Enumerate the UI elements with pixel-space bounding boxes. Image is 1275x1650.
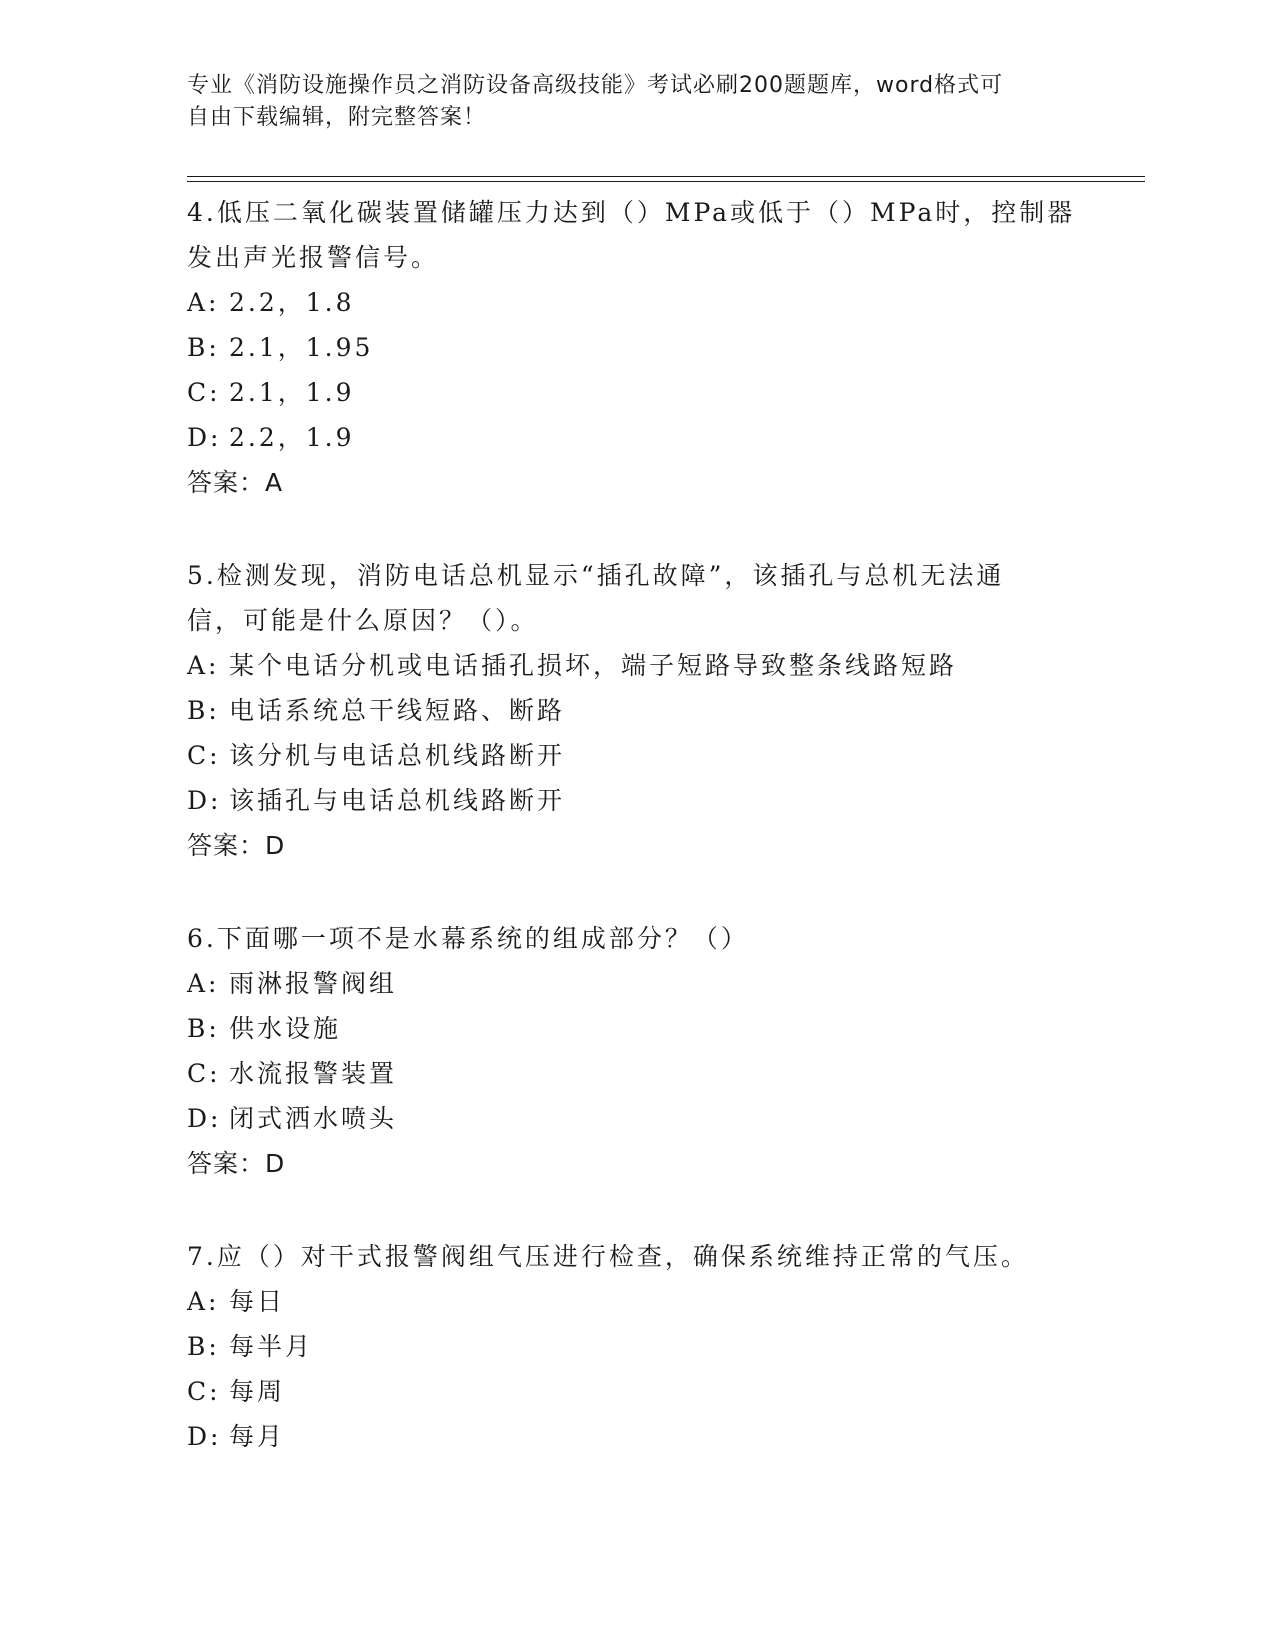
option-c xyxy=(187,1051,1077,1096)
option-letter: A: xyxy=(187,969,220,998)
option-b xyxy=(187,325,1077,370)
option-letter: D: xyxy=(187,1104,222,1133)
option-b xyxy=(187,688,1077,733)
document-header xyxy=(187,70,1087,134)
option-b xyxy=(187,1006,1077,1051)
option-letter: D: xyxy=(187,423,222,452)
question-4 xyxy=(187,190,1077,505)
header-line-1: 专业《消防设施操作员之消防设备高级技能》考试必刷200题题库，word格式可 xyxy=(187,73,1004,98)
option-text: 水流报警装置 xyxy=(229,1059,398,1088)
option-c xyxy=(187,733,1077,778)
option-a xyxy=(187,643,1077,688)
option-letter: A: xyxy=(187,1287,220,1316)
answer-line: 答案：A xyxy=(187,468,284,497)
question-stem: 5.检测发现，消防电话总机显示“插孔故障”，该插孔与总机无法通 信，可能是什么原因？（）。 xyxy=(187,561,1005,635)
option-letter: C: xyxy=(187,1377,221,1406)
option-text: 该插孔与电话总机线路断开 xyxy=(229,786,566,815)
option-text: 2.2，1.8 xyxy=(229,288,355,317)
header-divider-top xyxy=(187,176,1145,177)
option-text: 每月 xyxy=(229,1422,286,1451)
question-7 xyxy=(187,1234,1077,1459)
option-letter: D: xyxy=(187,786,222,815)
option-d xyxy=(187,778,1077,823)
question-stem: 4.低压二氧化碳装置储罐压力达到（）MPa或低于（）MPa时，控制器 发出声光报警信号。 xyxy=(187,198,1076,272)
option-text: 2.2，1.9 xyxy=(229,423,355,452)
option-d xyxy=(187,1096,1077,1141)
question-5 xyxy=(187,553,1077,868)
answer-line: 答案：D xyxy=(187,1149,286,1178)
option-text: 每半月 xyxy=(229,1332,314,1361)
question-6 xyxy=(187,916,1077,1186)
option-text: 2.1，1.95 xyxy=(229,333,374,362)
option-a xyxy=(187,1279,1077,1324)
option-letter: D: xyxy=(187,1422,222,1451)
option-c xyxy=(187,1369,1077,1414)
option-letter: B: xyxy=(187,1014,220,1043)
option-text: 2.1，1.9 xyxy=(229,378,355,407)
option-text: 供水设施 xyxy=(229,1014,342,1043)
option-letter: B: xyxy=(187,333,220,362)
option-letter: A: xyxy=(187,651,220,680)
option-c xyxy=(187,370,1077,415)
question-stem: 6.下面哪一项不是水幕系统的组成部分？（） xyxy=(187,924,749,953)
option-letter: B: xyxy=(187,1332,220,1361)
option-d xyxy=(187,1414,1077,1459)
option-letter: C: xyxy=(187,378,221,407)
option-text: 每日 xyxy=(229,1287,286,1316)
option-letter: A: xyxy=(187,288,220,317)
option-text: 雨淋报警阀组 xyxy=(229,969,398,998)
option-text: 某个电话分机或电话插孔损坏，端子短路导致整条线路短路 xyxy=(229,651,958,680)
option-letter: C: xyxy=(187,741,221,770)
option-a xyxy=(187,961,1077,1006)
header-divider-bottom xyxy=(187,181,1145,182)
option-text: 闭式洒水喷头 xyxy=(229,1104,398,1133)
option-text: 该分机与电话总机线路断开 xyxy=(229,741,566,770)
option-text: 电话系统总干线短路、断路 xyxy=(229,696,566,725)
option-b xyxy=(187,1324,1077,1369)
option-d xyxy=(187,415,1077,460)
header-line-2: 自由下载编辑，附完整答案！ xyxy=(187,105,487,130)
answer-line: 答案：D xyxy=(187,831,286,860)
option-text: 每周 xyxy=(229,1377,286,1406)
option-a xyxy=(187,280,1077,325)
option-letter: B: xyxy=(187,696,220,725)
option-letter: C: xyxy=(187,1059,221,1088)
question-stem: 7.应（）对干式报警阀组气压进行检查，确保系统维持正常的气压。 xyxy=(187,1242,1029,1271)
